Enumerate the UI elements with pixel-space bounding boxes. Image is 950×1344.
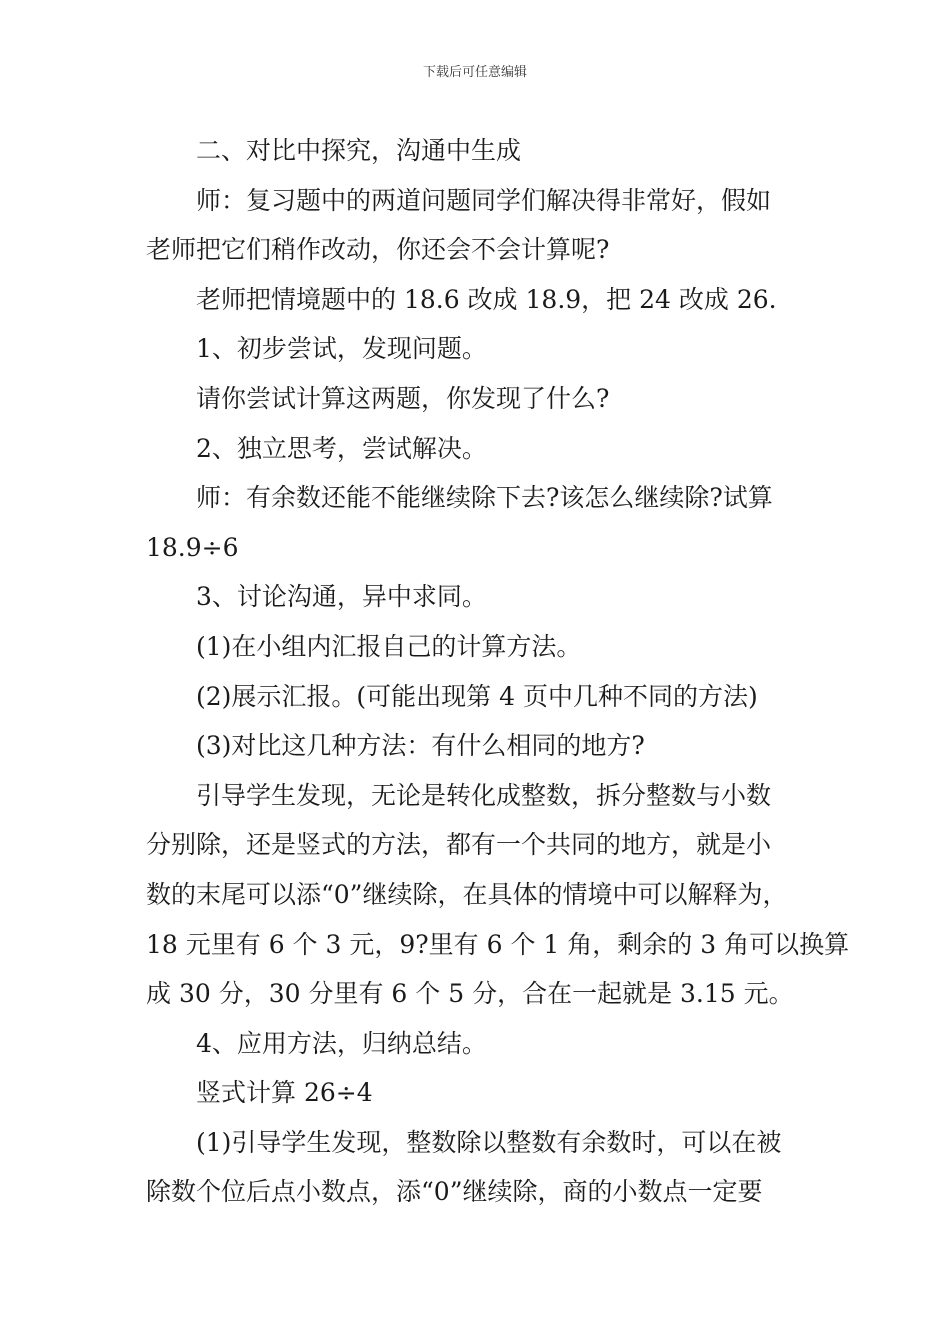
- paragraph: 竖式计算 26÷4: [196, 1078, 373, 1108]
- step-heading: 1、初步尝试，发现问题。: [196, 334, 487, 364]
- paragraph-continuation: 数的末尾可以添“0”继续除，在具体的情境中可以解释为，: [146, 879, 788, 909]
- paragraph-continuation: 除数个位后点小数点，添“0”继续除，商的小数点一定要: [146, 1177, 763, 1207]
- list-item: (1)在小组内汇报自己的计算方法。: [196, 631, 582, 661]
- list-item: (1)引导学生发现，整数除以整数有余数时，可以在被: [196, 1127, 782, 1157]
- paragraph-continuation: 18.9÷6: [146, 532, 239, 562]
- list-item: (3)对比这几种方法：有什么相同的地方?: [196, 731, 645, 761]
- paragraph: 老师把情境题中的 18.6 改成 18.9，把 24 改成 26.: [196, 284, 777, 314]
- document-body: [146, 126, 850, 1217]
- paragraph-continuation: 成 30 分，30 分里有 6 个 5 分，合在一起就是 3.15 元。: [146, 979, 794, 1009]
- paragraph-continuation: 18 元里有 6 个 3 元，9?里有 6 个 1 角，剩余的 3 角可以换算: [146, 929, 850, 959]
- paragraph: 师：复习题中的两道问题同学们解决得非常好，假如: [196, 185, 772, 215]
- step-heading: 2、独立思考，尝试解决。: [196, 433, 487, 463]
- list-item: (2)展示汇报。(可能出现第 4 页中几种不同的方法): [196, 681, 758, 711]
- page-header: 下载后可任意编辑: [422, 65, 527, 80]
- paragraph-continuation: 老师把它们稍作改动，你还会不会计算呢?: [146, 235, 610, 265]
- paragraph: 请你尝试计算这两题，你发现了什么?: [196, 383, 610, 413]
- step-heading: 4、应用方法，归纳总结。: [196, 1028, 487, 1058]
- section-heading: 二、对比中探究，沟通中生成: [196, 136, 522, 165]
- paragraph-continuation: 分别除，还是竖式的方法，都有一个共同的地方，就是小: [146, 830, 772, 860]
- paragraph: 师：有余数还能不能继续除下去?该怎么继续除?试算: [196, 483, 773, 513]
- step-heading: 3、讨论沟通，异中求同。: [196, 582, 487, 612]
- paragraph: 引导学生发现，无论是转化成整数，拆分整数与小数: [196, 780, 772, 810]
